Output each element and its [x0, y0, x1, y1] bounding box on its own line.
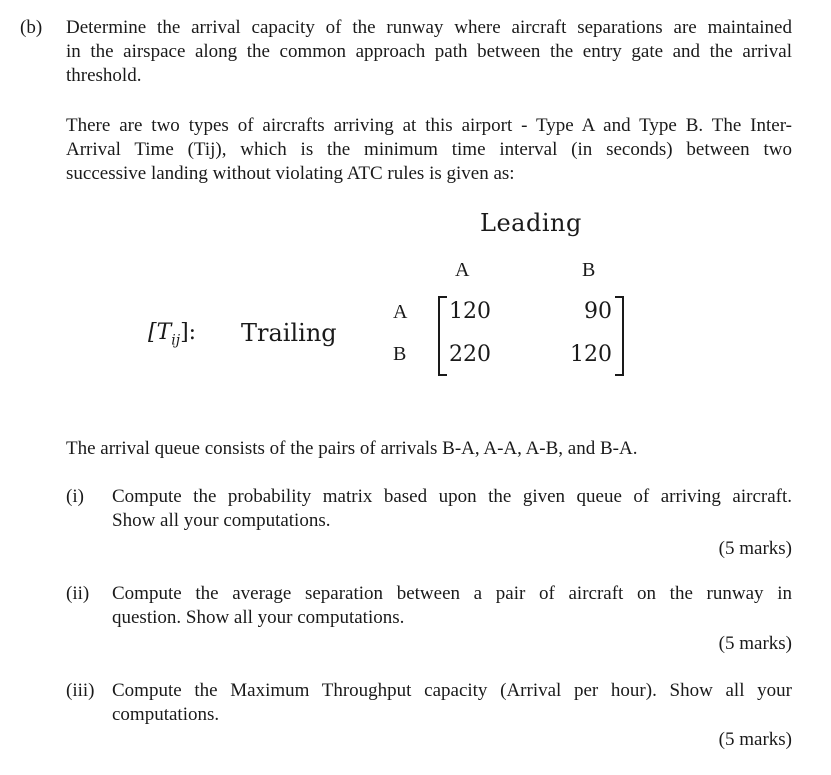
intro-line-1: There are two types of aircrafts arriving at this airport - Type A and Type B. The Inter-	[66, 115, 792, 136]
matrix-cell-ba: 220	[449, 342, 491, 367]
leading-label: Leading	[480, 209, 582, 237]
question-2-number: (ii)	[66, 583, 90, 604]
intro-line-2: Arrival Time (Tij), which is the minimum time interval (in seconds) between two	[66, 139, 792, 160]
part-b-line-3: threshold.	[66, 65, 142, 86]
question-1-line-2: Show all your computations.	[112, 510, 331, 531]
queue-text: The arrival queue consists of the pairs of arrivals B-A, A-A, A-B, and B-A.	[66, 438, 638, 459]
matrix-cell-bb: 120	[570, 342, 612, 367]
question-2-line-1: Compute the average separation between a pair of aircraft on the runway in	[112, 583, 792, 604]
col-header-b: B	[582, 259, 596, 281]
row-header-a: A	[393, 301, 408, 323]
trailing-label: Trailing	[241, 319, 337, 347]
matrix-right-bracket	[615, 296, 624, 376]
part-b-line-2: in the airspace along the common approach path between the entry gate and the arrival	[66, 41, 792, 62]
row-header-b: B	[393, 343, 407, 365]
part-b-line-1: Determine the arrival capacity of the runway where aircraft separations are maintained	[66, 17, 792, 38]
question-2-line-2: question. Show all your computations.	[112, 607, 405, 628]
matrix-symbol-sub: ij	[171, 332, 181, 349]
question-1-marks: (5 marks)	[718, 538, 792, 559]
question-2-marks: (5 marks)	[718, 633, 792, 654]
question-3-marks: (5 marks)	[718, 729, 792, 750]
question-3-line-2: computations.	[112, 704, 220, 725]
question-3-line-1: Compute the Maximum Throughput capacity (Arrival per hour). Show all your	[112, 680, 792, 701]
question-1-line-1: Compute the probability matrix based upon the given queue of arriving aircraft.	[112, 486, 792, 507]
question-3-number: (iii)	[66, 680, 95, 701]
matrix-cell-aa: 120	[449, 299, 491, 324]
col-header-a: A	[455, 259, 470, 281]
matrix-symbol	[148, 321, 196, 352]
intro-line-3: successive landing without violating ATC rules is given as:	[66, 163, 515, 184]
matrix-symbol-close: ]:	[180, 320, 197, 345]
matrix-symbol-open: [T	[148, 320, 172, 345]
matrix-left-bracket	[438, 296, 447, 376]
part-label: (b)	[20, 17, 43, 38]
question-1-number: (i)	[66, 486, 84, 507]
matrix-cell-ab: 90	[584, 299, 612, 324]
